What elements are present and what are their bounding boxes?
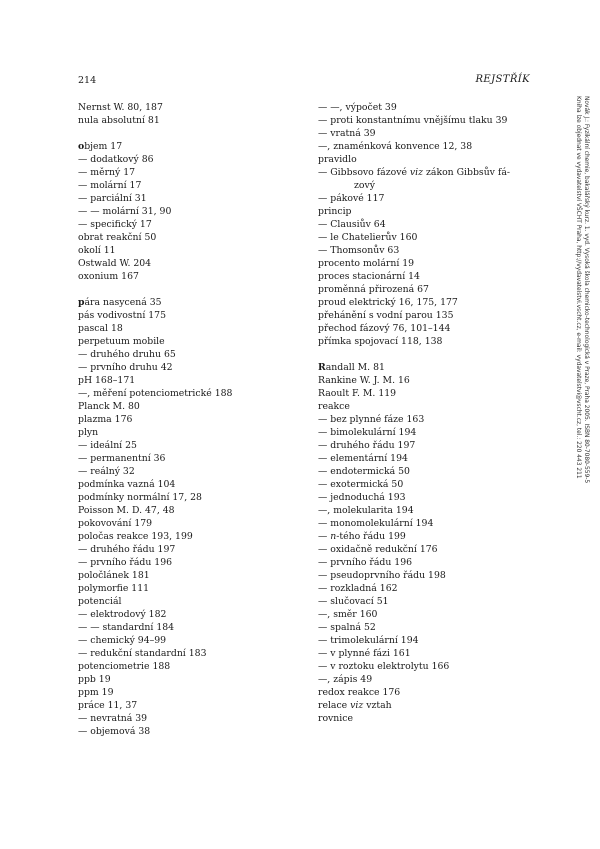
page-number: 214 [78, 75, 97, 86]
index-entry [318, 426, 533, 439]
index-entry [78, 192, 288, 205]
entry-text: — dodatkový 86 [78, 154, 154, 165]
entry-text: — prvního řádu 196 [78, 557, 173, 568]
index-entry [78, 621, 288, 634]
index-entry [318, 309, 533, 322]
entry-text: — monomolekulární 194 [318, 518, 434, 529]
entry-text: — permanentní 36 [78, 453, 166, 464]
entry-text: princip [318, 206, 352, 217]
index-entry [78, 491, 288, 504]
index-entry [78, 179, 288, 192]
index-entry [318, 335, 533, 348]
entry-text: proměnná přirozená 67 [318, 284, 429, 295]
entry-text: proud elektrický 16, 175, 177 [318, 297, 458, 308]
index-entry [318, 127, 533, 140]
index-entry [78, 348, 288, 361]
entry-text: — chemický 94–99 [78, 635, 167, 646]
index-entry [78, 231, 288, 244]
entry-text: — oxidačně redukční 176 [318, 544, 438, 555]
index-entry [318, 452, 533, 465]
entry-text: Poisson M. D. 47, 48 [78, 505, 175, 516]
entry-text: — objemová 38 [78, 726, 151, 737]
index-entry [78, 556, 288, 569]
index-entry [78, 725, 288, 738]
index-entry [78, 257, 288, 270]
entry-italic: viz [409, 167, 424, 178]
index-entry [78, 218, 288, 231]
index-entry [78, 660, 288, 673]
index-entry [318, 478, 533, 491]
index-entry [78, 374, 288, 387]
entry-text: — slučovací 51 [318, 596, 389, 607]
entry-text: — — molární 31, 90 [78, 206, 172, 217]
entry-text: — exotermická 50 [318, 479, 404, 490]
entry-text: — bez plynné fáze 163 [318, 414, 425, 425]
index-entry [318, 660, 533, 673]
index-entry [78, 634, 288, 647]
index-column-right [318, 101, 533, 725]
entry-text: — elementární 194 [318, 453, 408, 464]
entry-text: bjem 17 [84, 141, 123, 152]
index-entry [78, 426, 288, 439]
index-column-left [78, 101, 288, 738]
index-entry [318, 647, 533, 660]
entry-text: andall M. 81 [325, 362, 385, 373]
index-entry [78, 478, 288, 491]
entry-prefix: — Gibbsovo fázové [318, 167, 410, 178]
index-entry [318, 712, 533, 725]
entry-text: práce 11, 37 [78, 700, 138, 711]
index-entry [318, 166, 533, 179]
entry-text: procento molární 19 [318, 258, 415, 269]
index-entry [78, 686, 288, 699]
entry-text: ppb 19 [78, 674, 111, 685]
index-entry [318, 621, 533, 634]
index-entry [318, 686, 533, 699]
index-entry [318, 140, 533, 153]
entry-text: potenciometrie 188 [78, 661, 171, 672]
entry-text: — prvního řádu 196 [318, 557, 413, 568]
publisher-note-line-1: Novák J.: Fyzikální chemie, bakalářský kurz. 1. vyd. Vysoká škola chemicko-technologická v Praze, Praha 2005. ISBN 80-7080-559-5 [583, 96, 589, 484]
index-entry [318, 465, 533, 478]
index-entry [318, 361, 533, 374]
index-entry [78, 270, 288, 283]
index-entry [318, 400, 533, 413]
entry-text: Rankine W. J. M. 16 [318, 375, 410, 386]
entry-text: reakce [318, 401, 350, 412]
entry-text: — spalná 52 [318, 622, 376, 633]
index-entry [318, 270, 533, 283]
index-entry [318, 283, 533, 296]
entry-text: — měrný 17 [78, 167, 136, 178]
index-entry [318, 517, 533, 530]
index-entry [318, 231, 533, 244]
index-entry [78, 101, 288, 114]
index-entry [78, 153, 288, 166]
entry-text: plyn [78, 427, 99, 438]
entry-text: — —, výpočet 39 [318, 102, 397, 113]
index-entry [78, 582, 288, 595]
entry-text: ppm 19 [78, 687, 114, 698]
index-entry [318, 413, 533, 426]
index-entry [78, 361, 288, 374]
entry-text: nula absolutní 81 [78, 115, 160, 126]
entry-text: ára nasycená 35 [84, 297, 162, 308]
entry-text: Planck M. 80 [78, 401, 140, 412]
index-entry [78, 322, 288, 335]
entry-text: — Clausiův 64 [318, 219, 386, 230]
entry-text: podmínka vazná 104 [78, 479, 176, 490]
entry-text: zový [354, 180, 375, 191]
entry-text: pravidlo [318, 154, 357, 165]
section-initial: R [318, 362, 326, 373]
index-entry [78, 205, 288, 218]
entry-text: —, molekularita 194 [318, 505, 414, 516]
entry-text: perpetuum mobile [78, 336, 165, 347]
entry-text: — trimolekulární 194 [318, 635, 419, 646]
index-entry [318, 582, 533, 595]
entry-text: redox reakce 176 [318, 687, 401, 698]
entry-prefix: — [318, 531, 331, 542]
entry-text: pokovování 179 [78, 518, 153, 529]
entry-text: oxonium 167 [78, 271, 139, 282]
entry-text: — parciální 31 [78, 193, 147, 204]
entry-text: přímka spojovací 118, 138 [318, 336, 443, 347]
index-entry [78, 673, 288, 686]
index-entry [318, 439, 533, 452]
index-entry [318, 322, 533, 335]
index-entry [318, 101, 533, 114]
entry-text: — v plynné fázi 161 [318, 648, 411, 659]
entry-prefix: relace [318, 700, 351, 711]
running-title: REJSTŘÍK [475, 74, 530, 85]
index-entry [318, 218, 533, 231]
entry-text: obrat reakční 50 [78, 232, 157, 243]
index-entry [318, 114, 533, 127]
entry-text: okolí 11 [78, 245, 116, 256]
index-entry [318, 491, 533, 504]
entry-text: Raoult F. M. 119 [318, 388, 397, 399]
entry-text: — specifický 17 [78, 219, 152, 230]
index-entry [78, 140, 288, 153]
index-entry [78, 569, 288, 582]
entry-text: Ostwald W. 204 [78, 258, 152, 269]
section-initial: p [78, 297, 85, 308]
entry-text: přechod fázový 76, 101–144 [318, 323, 451, 334]
entry-text: —, zápis 49 [318, 674, 373, 685]
index-entry [78, 530, 288, 543]
entry-text: poločlánek 181 [78, 570, 150, 581]
entry-text: — druhého řádu 197 [78, 544, 176, 555]
entry-text: —, měření potenciometrické 188 [78, 388, 233, 399]
entry-text: —, znaménková konvence 12, 38 [318, 141, 473, 152]
entry-text: zákon Gibbsův fá- [423, 167, 511, 178]
index-entry [318, 699, 533, 712]
entry-text: proces stacionární 14 [318, 271, 420, 282]
index-entry [78, 296, 288, 309]
index-entry [318, 530, 533, 543]
index-entry [78, 595, 288, 608]
entry-text: Nernst W. 80, 187 [78, 102, 163, 113]
entry-text: poločas reakce 193, 199 [78, 531, 193, 542]
entry-text: — druhého druhu 65 [78, 349, 176, 360]
entry-text: plazma 176 [78, 414, 133, 425]
entry-text: přehánění s vodní parou 135 [318, 310, 454, 321]
entry-text: — pákové 117 [318, 193, 385, 204]
index-entry [318, 153, 533, 166]
entry-text: — bimolekulární 194 [318, 427, 417, 438]
entry-text: podmínky normální 17, 28 [78, 492, 202, 503]
entry-text: —, směr 160 [318, 609, 378, 620]
index-entry [78, 543, 288, 556]
section-initial: o [78, 141, 85, 152]
entry-text: pás vodivostní 175 [78, 310, 167, 321]
entry-text: -tého řádu 199 [336, 531, 406, 542]
entry-text: — ideální 25 [78, 440, 137, 451]
entry-text: — rozkladná 162 [318, 583, 398, 594]
index-entry [78, 114, 288, 127]
entry-text: — molární 17 [78, 180, 142, 191]
entry-text: — pseudoprvního řádu 198 [318, 570, 446, 581]
entry-text: — prvního druhu 42 [78, 362, 173, 373]
index-entry [318, 504, 533, 517]
index-entry [78, 465, 288, 478]
index-entry [78, 244, 288, 257]
index-entry [318, 634, 533, 647]
index-entry [78, 413, 288, 426]
index-entry [78, 608, 288, 621]
index-entry [318, 608, 533, 621]
entry-text: pH 168–171 [78, 375, 136, 386]
entry-italic: viz [350, 700, 364, 711]
entry-italic: n [330, 531, 337, 542]
entry-text: — Thomsonův 63 [318, 245, 400, 256]
index-entry [318, 543, 533, 556]
entry-text: — elektrodový 182 [78, 609, 167, 620]
index-entry [78, 452, 288, 465]
index-entry [78, 400, 288, 413]
entry-text: — — standardní 184 [78, 622, 175, 633]
index-entry [318, 244, 533, 257]
index-entry [318, 595, 533, 608]
index-entry [78, 699, 288, 712]
index-entry [318, 192, 533, 205]
entry-text: — le Chatelierův 160 [318, 232, 418, 243]
entry-text: polymorfie 111 [78, 583, 150, 594]
index-entry [78, 439, 288, 452]
index-entry [78, 309, 288, 322]
index-entry [318, 387, 533, 400]
index-entry [318, 205, 533, 218]
entry-text: vztah [363, 700, 392, 711]
index-entry [318, 296, 533, 309]
publisher-note-line-2: Kniha lze objednat ve vydavatelství VŠCHT Praha, http://vydavatelstvi.vscht.cz, e-mail: vydavatelstvi@vscht.cz, tel.: 220 443 211 [575, 96, 581, 479]
entry-text: — redukční standardní 183 [78, 648, 207, 659]
index-entry [78, 166, 288, 179]
index-entry [318, 556, 533, 569]
entry-text: — v roztoku elektrolytu 166 [318, 661, 450, 672]
entry-text: — druhého řádu 197 [318, 440, 416, 451]
index-entry [78, 712, 288, 725]
index-entry [78, 387, 288, 400]
index-entry [318, 257, 533, 270]
entry-text: — endotermická 50 [318, 466, 410, 477]
index-entry [318, 374, 533, 387]
entry-text: — jednoduchá 193 [318, 492, 406, 503]
entry-text: — nevratná 39 [78, 713, 148, 724]
index-entry [318, 569, 533, 582]
index-entry [78, 647, 288, 660]
publisher-note [574, 96, 590, 696]
entry-text: potenciál [78, 596, 122, 607]
entry-text: — proti konstantnímu vnějšímu tlaku 39 [318, 115, 508, 126]
entry-text: pascal 18 [78, 323, 123, 334]
index-entry [78, 504, 288, 517]
index-entry [318, 673, 533, 686]
index-entry [78, 335, 288, 348]
index-entry [318, 179, 533, 192]
entry-text: rovnice [318, 713, 353, 724]
entry-text: — vratná 39 [318, 128, 376, 139]
index-entry [78, 517, 288, 530]
entry-text: — reálný 32 [78, 466, 135, 477]
